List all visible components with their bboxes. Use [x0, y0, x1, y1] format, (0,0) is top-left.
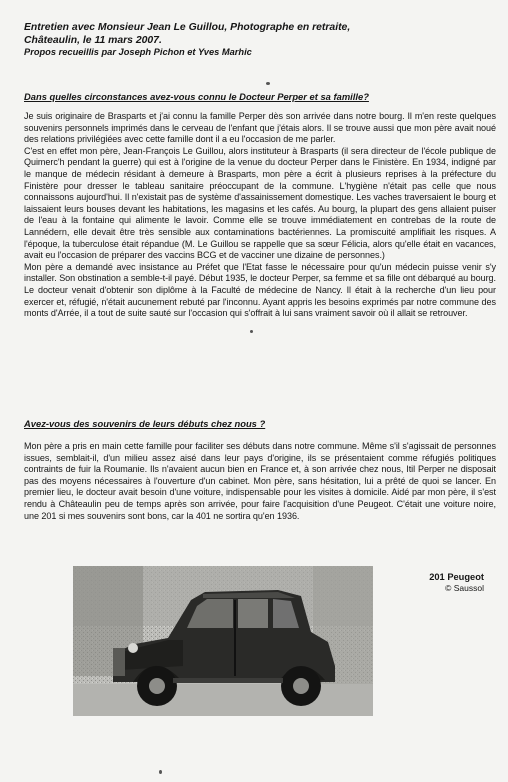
answer-paragraph: Je suis originaire de Brasparts et j'ai connu la famille Perper dès son arrivée dans notre bourg. Il m'en reste quelques souvenirs personnels imprimés dans le cerveau de l'enfant que j'étais alors. Il se trouve aussi que mon père avait noué des relations privilégiées avec cette famille dont il a eu l'occasion de me parler. — [24, 111, 496, 145]
answer-paragraph: Mon père a demandé avec insistance au Préfet que l'Etat fasse le nécessaire pour qu'un médecin puisse venir s'y installer. Son obstination a semble-t-il payé. Début 1935, le docteur Perper, sa femme et sa fille ont débarqué au bourg. Le docteur venait d'obtenir son diplôme à la Faculté de médecine de Nancy. Il était à la recherche d'un lieu pour exercer et, réfugié, n'était aucunement rebuté par l'inconnu. Ayant appris les besoins exprimés par notre commune des monts d'Arrée, il a tout de suite sauté sur l'occasion qui s'offrait à lui sans vraiment savoir où il allait se retrouver. — [24, 261, 496, 319]
header-line-interviewee: Entretien avec Monsieur Jean Le Guillou, Photographe en retraite, — [24, 22, 351, 33]
header-line-credits: Propos recueillis par Joseph Pichon et Yves Marhic — [24, 47, 252, 57]
question-heading: Avez-vous des souvenirs de leurs débuts chez nous ? — [24, 418, 266, 429]
header-line-place-date: Châteaulin, le 11 mars 2007. — [24, 34, 162, 46]
answer-paragraph: Mon père a pris en main cette famille pour faciliter ses débuts dans notre commune. Même s'il s'agissait de personnes issues, semblait-il, d'un milieu assez aisé dans leur pays d'origine, ils se présentaient comme réfugiés politiques contraints de fuir la Roumanie. Ils n'avaient aucun bien en France et, à son arrivée chez nous, Itil Perper ne disposait pas des moyens nécessaires à l'ouverture d'un cabinet. Mon père, sans hésitation, lui a prêté de quoi se lancer. En premier lieu, le docteur avait besoin d'une voiture, indispensable pour les visites à domicile. Aidé par mon père, il s'est rendu à Châteaulin peu de temps après son arrivée, pour faire l'acquisition d'une Peugeot. C'était une voiture noire, une 201 si mes souvenirs sont bons, car la 401 ne sortira qu'en 1936. — [24, 441, 496, 521]
interview-header — [24, 22, 494, 59]
answer-body — [24, 441, 496, 522]
caption-title: 201 Peugeot — [429, 572, 484, 582]
scan-speck — [159, 770, 162, 774]
answer-paragraph: C'est en effet mon père, Jean-François Le Guillou, alors instituteur à Brasparts (il sera directeur de l'école publique de Quimerc'h pendant la guerre) qui est à l'origine de la venue du docteur Perper dans le Finistère. En 1934, indigné par le manque de médecin résidant à demeure à Brasparts, mon père a écrit à plusieurs reprises à la préfecture du Finistère pour dresser le tableau sanitaire préoccupant de la commune. L'hygiène n'était pas celle que nous connaissons aujourd'hui. Il n'existait pas de système d'assainissement domestique. Les vaches traversaient le bourg et laissaient leurs bouses devant les habitations, les magasins et les cafés. Au bourg, la plupart des gens allaient puiser de l'eau à la fontaine qui alimente le lavoir. Comme elle se trouve immédiatement en contrebas de la route de Lannédern, elle devait être très sensible aux contaminations bactériennes. La promiscuité amplifiait les risques. A l'époque, la tuberculose était répandue (M. Le Guillou se rappelle que sa sœur Félicia, alors qu'elle était en vacances, avait eu l'occasion de préparer des vaccins BCG et de vacciner une dizaine de personnes.) — [24, 145, 496, 261]
answer-body — [24, 111, 496, 320]
peugeot-201-image — [73, 566, 373, 716]
question-heading: Dans quelles circonstances avez-vous connu le Docteur Perper et sa famille? — [24, 91, 369, 102]
scan-speck — [250, 330, 253, 333]
car-photo — [73, 566, 373, 716]
photo-caption — [384, 572, 484, 594]
scan-speck — [266, 82, 270, 85]
caption-credit: © Saussol — [445, 583, 484, 593]
